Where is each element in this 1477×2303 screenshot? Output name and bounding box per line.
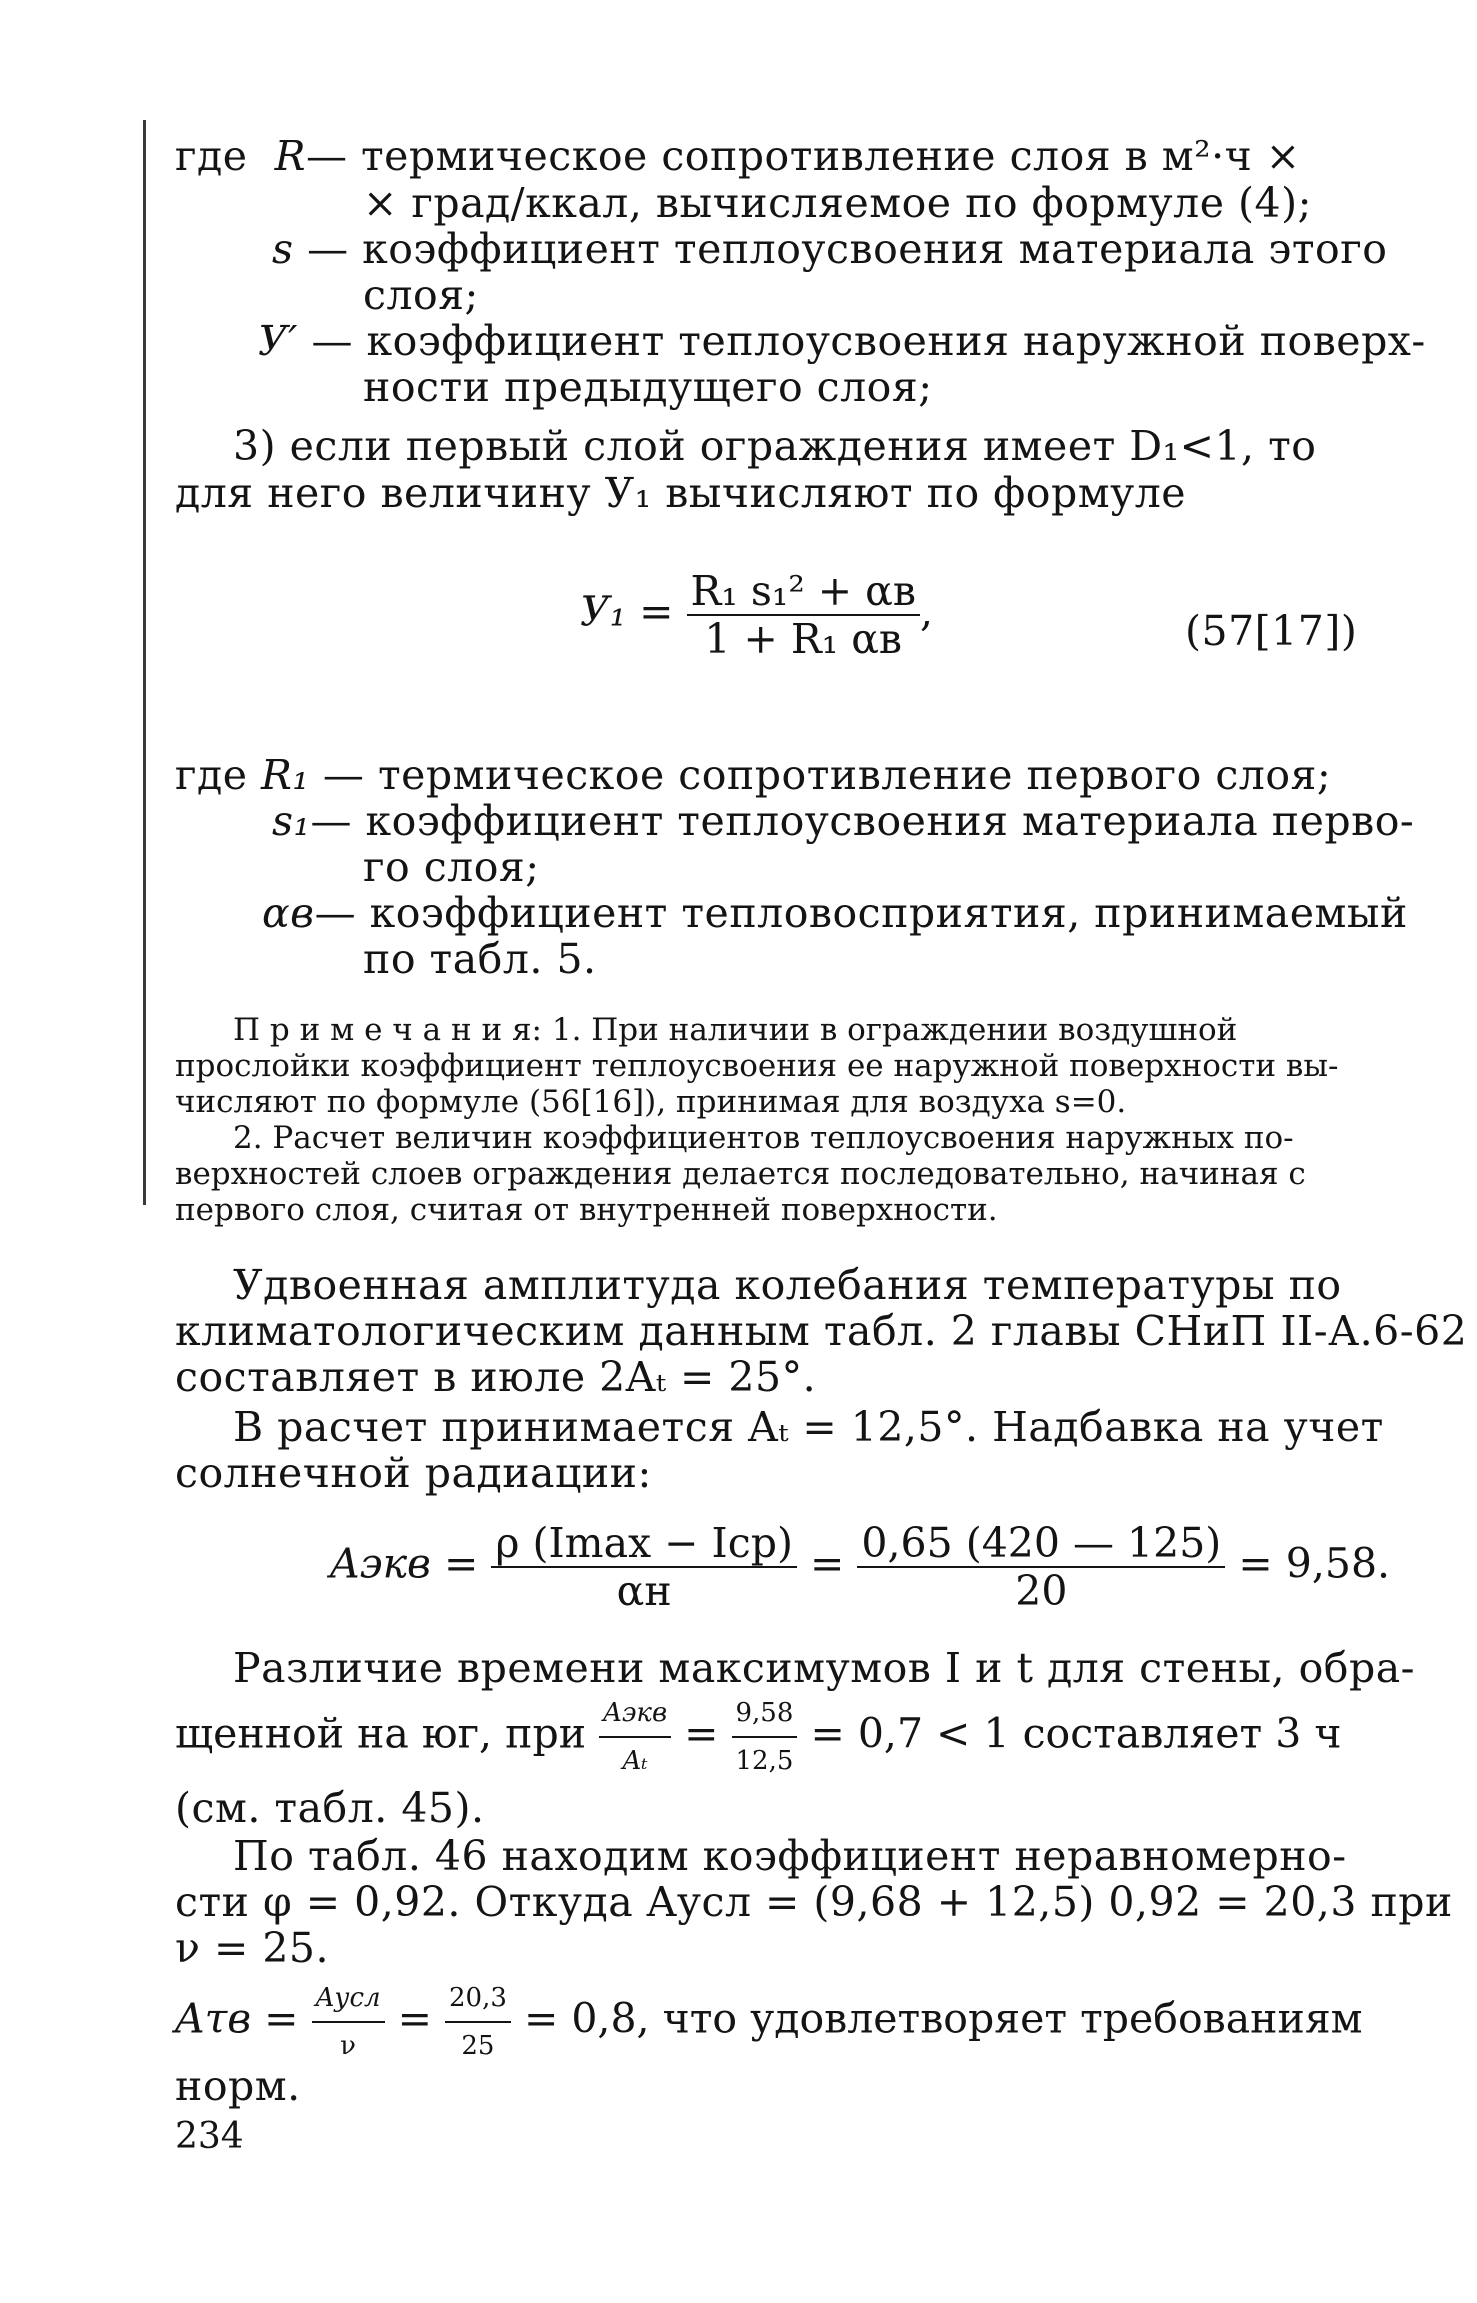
para1-line1: Удвоенная амплитуда колебания температуры по	[233, 1261, 1342, 1309]
formula-57-num: R₁ s₁² + αв	[687, 568, 920, 616]
formula-57-fraction	[687, 568, 920, 662]
legend-r-line1: где R— термическое сопротивление слоя в м²·ч ×	[175, 132, 1301, 180]
legend-s-line1: s — коэффициент теплоусвоения материала этого	[272, 225, 1388, 273]
note-line-1: П р и м е ч а н и я: 1. При наличии в ограждении воздушной	[233, 1012, 1238, 1048]
para2-line2: солнечной радиации:	[175, 1449, 652, 1497]
legend-alpha-line2: по табл. 5.	[363, 935, 597, 983]
formula-57-label: (57[17])	[1185, 607, 1358, 655]
legend-y-line1: У′ — коэффициент теплоусвоения наружной поверх-	[258, 317, 1426, 365]
para4-line2: сти φ = 0,92. Откуда Aусл = (9,68 + 12,5) 0,92 = 20,3 при	[175, 1878, 1453, 1926]
formula-57: У₁ = $\frac{\text{R₁ s₁² + αв}}{\text{1 + R₁ αв}}$ ,	[580, 567, 933, 663]
note-line-6: первого слоя, считая от внутренней поверхности.	[175, 1192, 998, 1228]
para1-line2: климатологическим данным табл. 2 главы СНиП II-А.6-62	[175, 1307, 1468, 1355]
page-number: 234	[175, 2116, 244, 2157]
formula-aekv-fraction-2: $\frac{0,65 (420 — 125)}{20}$	[857, 1520, 1225, 1614]
note-line-5: верхностей слоев ограждения делается последовательно, начиная с	[175, 1156, 1306, 1192]
para3-line2: щенной на юг, при $\frac{\text{Aэкв}}{\text{Aₜ}}$ = $\frac{9,58}{12,5}$ = 0,7 < 1 составляет 3 ч	[175, 1690, 1342, 1784]
formula-57-den: 1 + R₁ αв	[704, 615, 903, 663]
note-line-4: 2. Расчет величин коэффициентов теплоусвоения наружных по-	[233, 1120, 1294, 1156]
para2-line1: В расчет принимается Aₜ = 12,5°. Надбавка на учет	[233, 1403, 1384, 1451]
final-fraction-1: $\frac{\text{Aусл}}{\nu}$	[312, 1975, 385, 2069]
para3-fraction-2: $\frac{9,58}{12,5}$	[732, 1690, 798, 1784]
item3-line2: для него величину У₁ вычисляют по формуле	[175, 469, 1187, 517]
para1-line3: составляет в июле 2Aₜ = 25°.	[175, 1353, 817, 1401]
para4-line3: ν = 25.	[175, 1924, 330, 1972]
formula-aekv: Aэкв = $\frac{\text{ρ (Imax − Iср)}}{\alpha н}$ = $\frac{0,65 (420 — 125)}{20}$ = 9,58.	[330, 1519, 1391, 1615]
legend-y-line2: ности предыдущего слоя;	[363, 363, 933, 411]
legend-s1-line2: го слоя;	[363, 843, 540, 891]
final-fraction-2: $\frac{20,3}{25}$	[445, 1975, 511, 2069]
legend-s-line2: слоя;	[363, 271, 479, 319]
para3-line1: Различие времени максимумов I и t для стены, обра-	[233, 1644, 1416, 1692]
note-line-2: прослойки коэффициент теплоусвоения ее наружной поверхности вы-	[175, 1048, 1339, 1084]
formula-aekv-fraction-1: $\frac{\text{ρ (Imax − Iср)}}{\alpha н}$	[491, 1520, 797, 1614]
final-formula: Aτв = $\frac{\text{Aусл}}{\nu}$ = $\frac{20,3}{25}$ = 0,8, что удовлетворяет требованиям	[175, 1975, 1363, 2069]
formula-57-lhs: У₁ =	[580, 587, 674, 636]
margin-rule	[143, 120, 146, 1205]
legend-s1-line1: s₁— коэффициент теплоусвоения материала перво-	[272, 797, 1415, 845]
para4-line1: По табл. 46 находим коэффициент неравномерно-	[233, 1832, 1347, 1880]
legend-r-line2: × град/ккал, вычисляемое по формуле (4);	[363, 179, 1312, 227]
final-line2: норм.	[175, 2062, 301, 2110]
para3-line3: (см. табл. 45).	[175, 1784, 485, 1832]
legend-alpha-line1: αв— коэффициент тепловосприятия, принимаемый	[262, 889, 1408, 937]
item3-line1: 3) если первый слой ограждения имеет D₁<1, то	[233, 422, 1317, 470]
para3-fraction-1: $\frac{\text{Aэкв}}{\text{Aₜ}}$	[599, 1690, 671, 1784]
legend-r1-line1: где R₁ — термическое сопротивление первого слоя;	[175, 751, 1332, 799]
note-line-3: числяют по формуле (56[16]), принимая для воздуха s=0.	[175, 1084, 1127, 1120]
